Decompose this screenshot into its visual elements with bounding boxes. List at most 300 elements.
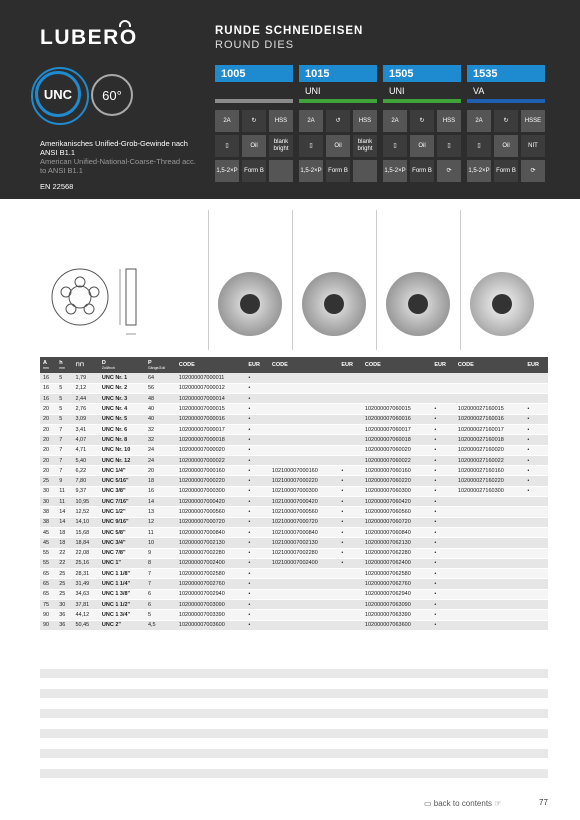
table-cell: 102000007062400 xyxy=(362,558,431,568)
table-cell: 102000007000220 xyxy=(176,476,245,486)
table-cell: UNC Nr. 2 xyxy=(99,383,145,393)
table-cell xyxy=(455,373,524,383)
table-cell xyxy=(455,394,524,404)
table-cell: 102000007060015 xyxy=(362,404,431,414)
table-cell: UNC 1/4" xyxy=(99,466,145,476)
table-cell: 24 xyxy=(145,455,176,465)
table-cell: 102100007002280 xyxy=(269,548,338,558)
table-cell xyxy=(455,497,524,507)
column-header: EUR xyxy=(245,357,269,373)
table-cell: • xyxy=(245,383,269,393)
table-cell: 75 xyxy=(40,600,56,610)
table-cell: • xyxy=(431,548,455,558)
table-cell: 102000027160300 xyxy=(455,486,524,496)
table-cell: • xyxy=(245,579,269,589)
table-row xyxy=(40,476,548,486)
table-cell: 102000007000012 xyxy=(176,383,245,393)
property-icon: HSS xyxy=(437,110,461,132)
table-cell xyxy=(269,445,338,455)
table-cell xyxy=(338,569,362,579)
table-cell: 90 xyxy=(40,610,56,620)
thread-angle-badge: 60° xyxy=(91,74,133,116)
table-cell xyxy=(338,414,362,424)
table-cell: UNC 1 3/4" xyxy=(99,610,145,620)
table-cell xyxy=(269,455,338,465)
table-header-row xyxy=(40,357,548,373)
table-cell: 7 xyxy=(145,569,176,579)
table-cell: 2,44 xyxy=(72,394,98,404)
table-cell xyxy=(524,610,548,620)
table-cell: 14 xyxy=(56,517,72,527)
pitch-icon: ⊓⊓ xyxy=(75,362,85,368)
table-cell xyxy=(338,600,362,610)
table-cell xyxy=(269,414,338,424)
table-cell: 1,79 xyxy=(72,373,98,383)
die-photo-1005 xyxy=(218,272,282,336)
table-cell: 102000027160016 xyxy=(455,414,524,424)
table-cell: 102000007002280 xyxy=(176,548,245,558)
table-cell: 102100007000160 xyxy=(269,466,338,476)
table-cell: UNC 9/16" xyxy=(99,517,145,527)
property-icon: Form B xyxy=(242,160,266,182)
table-cell: 37,81 xyxy=(72,600,98,610)
table-row xyxy=(40,383,548,393)
table-cell xyxy=(455,589,524,599)
table-cell xyxy=(524,548,548,558)
column-header: D Zoll/inch xyxy=(99,357,145,373)
table-cell: 90 xyxy=(40,620,56,630)
table-row xyxy=(40,404,548,414)
property-icon: Oil xyxy=(494,135,518,157)
table-cell: • xyxy=(431,589,455,599)
table-cell: • xyxy=(524,424,548,434)
table-cell: • xyxy=(524,455,548,465)
property-icon: HSSE xyxy=(521,110,545,132)
table-cell: 102000007060016 xyxy=(362,414,431,424)
table-row xyxy=(40,507,548,517)
table-cell xyxy=(455,558,524,568)
table-cell: 102000027160017 xyxy=(455,424,524,434)
table-cell: 18 xyxy=(56,527,72,537)
table-cell: UNC 1 1/8" xyxy=(99,569,145,579)
table-cell: UNC Nr. 10 xyxy=(99,445,145,455)
table-cell: • xyxy=(431,497,455,507)
property-icon: NIT xyxy=(521,135,545,157)
table-cell: 38 xyxy=(40,507,56,517)
table-cell xyxy=(455,538,524,548)
logo-arc-icon xyxy=(119,20,131,27)
table-cell xyxy=(269,569,338,579)
property-icon xyxy=(353,160,377,182)
table-cell: 6,22 xyxy=(72,466,98,476)
back-label: back to contents xyxy=(433,799,493,808)
table-cell: 20 xyxy=(40,404,56,414)
material-bar xyxy=(299,99,377,103)
table-cell: 102000027160160 xyxy=(455,466,524,476)
table-row xyxy=(40,589,548,599)
table-cell xyxy=(524,569,548,579)
table-cell: • xyxy=(431,600,455,610)
table-cell: 102000007002400 xyxy=(176,558,245,568)
table-cell: 25 xyxy=(56,579,72,589)
table-cell: 20 xyxy=(40,435,56,445)
product-column xyxy=(215,65,293,182)
column-header: CODE xyxy=(176,357,245,373)
dies-table xyxy=(40,357,548,631)
table-cell: • xyxy=(431,579,455,589)
property-icon xyxy=(269,160,293,182)
property-icon: ▯ xyxy=(299,135,323,157)
table-row xyxy=(40,538,548,548)
table-cell: UNC Nr. 3 xyxy=(99,394,145,404)
table-cell: • xyxy=(431,414,455,424)
back-to-contents-link[interactable] xyxy=(424,799,501,808)
table-cell: 12,52 xyxy=(72,507,98,517)
table-cell: 13 xyxy=(145,507,176,517)
table-cell: 6 xyxy=(145,600,176,610)
table-row xyxy=(40,620,548,630)
table-cell: 2,76 xyxy=(72,404,98,414)
table-cell: • xyxy=(245,558,269,568)
property-icon: ↻ xyxy=(494,110,518,132)
table-cell: 102000007000016 xyxy=(176,414,245,424)
table-cell xyxy=(338,404,362,414)
table-cell: • xyxy=(245,404,269,414)
table-cell xyxy=(431,373,455,383)
table-cell: 102000007000720 xyxy=(176,517,245,527)
property-icon: Form B xyxy=(410,160,434,182)
table-cell: 102000007060020 xyxy=(362,445,431,455)
table-cell: 11 xyxy=(56,486,72,496)
table-cell: 20 xyxy=(40,466,56,476)
table-cell: 102000007060560 xyxy=(362,507,431,517)
table-row xyxy=(40,394,548,404)
table-cell: 2,12 xyxy=(72,383,98,393)
table-cell: 102000007000020 xyxy=(176,445,245,455)
table-cell: 102100007000840 xyxy=(269,527,338,537)
page-number: 77 xyxy=(539,798,548,807)
product-column xyxy=(467,65,545,182)
table-cell: 102000027160022 xyxy=(455,455,524,465)
table-row xyxy=(40,579,548,589)
table-cell: 22,08 xyxy=(72,548,98,558)
property-icon: blank bright xyxy=(353,135,377,157)
product-material: VA xyxy=(473,86,485,96)
table-cell: 25 xyxy=(56,569,72,579)
table-cell xyxy=(362,373,431,383)
table-cell: • xyxy=(245,517,269,527)
table-row xyxy=(40,558,548,568)
table-cell: • xyxy=(431,507,455,517)
table-cell: 55 xyxy=(40,558,56,568)
table-cell: • xyxy=(245,455,269,465)
table-cell xyxy=(524,589,548,599)
table-cell: 102100007002130 xyxy=(269,538,338,548)
empty-row xyxy=(40,669,548,678)
header-band xyxy=(0,0,580,199)
table-cell: 16 xyxy=(40,383,56,393)
divider xyxy=(292,210,293,350)
table-cell xyxy=(455,579,524,589)
property-icon: 2A xyxy=(299,110,323,132)
table-cell: 102000007060022 xyxy=(362,455,431,465)
table-cell: 102000007000011 xyxy=(176,373,245,383)
table-cell: 102000027160018 xyxy=(455,435,524,445)
table-cell: 102000007060220 xyxy=(362,476,431,486)
table-cell: 102000007060017 xyxy=(362,424,431,434)
table-cell: 25 xyxy=(40,476,56,486)
property-icon: ▯ xyxy=(467,135,491,157)
table-cell xyxy=(455,600,524,610)
table-cell: UNC Nr. 5 xyxy=(99,414,145,424)
table-cell: 102000007002940 xyxy=(176,589,245,599)
table-cell xyxy=(269,579,338,589)
empty-row xyxy=(40,689,548,698)
table-cell: • xyxy=(245,497,269,507)
table-cell: • xyxy=(338,507,362,517)
table-cell: • xyxy=(338,538,362,548)
page-title-en: ROUND DIES xyxy=(215,39,295,51)
column-header: P Gänge/Zoll xyxy=(145,357,176,373)
table-row xyxy=(40,548,548,558)
table-cell xyxy=(524,383,548,393)
table-cell xyxy=(362,394,431,404)
table-row xyxy=(40,486,548,496)
property-icon: Oil xyxy=(326,135,350,157)
table-cell xyxy=(338,620,362,630)
table-cell xyxy=(455,569,524,579)
property-icon: 1,5-2×P xyxy=(383,160,407,182)
product-column xyxy=(383,65,461,182)
table-cell: 5 xyxy=(56,383,72,393)
table-cell: • xyxy=(431,435,455,445)
table-cell: 102000007062940 xyxy=(362,589,431,599)
table-cell: 36 xyxy=(56,610,72,620)
property-icons xyxy=(467,110,545,182)
product-material: UNI xyxy=(389,86,405,96)
table-cell: • xyxy=(245,600,269,610)
table-cell: 7 xyxy=(56,455,72,465)
table-cell xyxy=(455,610,524,620)
table-cell: 102000007060420 xyxy=(362,497,431,507)
table-cell: 102000007000022 xyxy=(176,455,245,465)
table-cell: 102100007000420 xyxy=(269,497,338,507)
table-cell: • xyxy=(431,620,455,630)
table-cell xyxy=(524,373,548,383)
table-cell: 102000007002760 xyxy=(176,579,245,589)
table-cell xyxy=(431,383,455,393)
table-cell: • xyxy=(245,569,269,579)
table-cell: • xyxy=(245,620,269,630)
table-cell xyxy=(269,620,338,630)
table-cell: • xyxy=(431,455,455,465)
property-icon: ▯ xyxy=(437,135,461,157)
table-cell: • xyxy=(338,517,362,527)
table-cell: • xyxy=(338,486,362,496)
table-cell: • xyxy=(338,466,362,476)
table-cell: 20 xyxy=(145,466,176,476)
property-icon: Form B xyxy=(494,160,518,182)
table-cell: UNC Nr. 12 xyxy=(99,455,145,465)
table-cell xyxy=(269,424,338,434)
thread-description xyxy=(40,139,200,175)
table-cell: 31,49 xyxy=(72,579,98,589)
table-cell: UNC 1 3/8" xyxy=(99,589,145,599)
table-cell: 30 xyxy=(40,497,56,507)
table-cell: • xyxy=(431,476,455,486)
table-row xyxy=(40,435,548,445)
table-row xyxy=(40,373,548,383)
table-cell: 102000007000300 xyxy=(176,486,245,496)
table-cell: 48 xyxy=(145,394,176,404)
property-icon: ⟳ xyxy=(521,160,545,182)
table-cell: 102000007060160 xyxy=(362,466,431,476)
table-row xyxy=(40,600,548,610)
table-cell: 102000027160220 xyxy=(455,476,524,486)
table-cell: 9 xyxy=(145,548,176,558)
table-cell: 102000007000840 xyxy=(176,527,245,537)
table-cell: 16 xyxy=(40,373,56,383)
table-cell xyxy=(338,455,362,465)
column-header: h mm xyxy=(56,357,72,373)
table-cell: • xyxy=(431,424,455,434)
table-cell: • xyxy=(245,445,269,455)
property-icon: 2A xyxy=(383,110,407,132)
table-cell: 5,40 xyxy=(72,455,98,465)
table-cell xyxy=(338,394,362,404)
table-cell: • xyxy=(245,373,269,383)
table-cell: 40 xyxy=(145,404,176,414)
table-cell xyxy=(455,527,524,537)
table-cell: 4,71 xyxy=(72,445,98,455)
table-cell: 22 xyxy=(56,548,72,558)
product-material xyxy=(215,82,293,97)
table-cell: 38 xyxy=(40,517,56,527)
table-cell: • xyxy=(338,527,362,537)
table-cell: • xyxy=(245,414,269,424)
table-cell: 64 xyxy=(145,373,176,383)
property-icon: 1,5-2×P xyxy=(299,160,323,182)
table-cell: 20 xyxy=(40,414,56,424)
table-cell: 102000007060840 xyxy=(362,527,431,537)
table-cell: 40 xyxy=(145,414,176,424)
table-cell: 8 xyxy=(145,558,176,568)
property-icon: ⟳ xyxy=(437,160,461,182)
empty-row xyxy=(40,729,548,738)
table-cell: • xyxy=(245,538,269,548)
table-cell xyxy=(269,600,338,610)
table-cell: 102000007000015 xyxy=(176,404,245,414)
product-number: 1535 xyxy=(467,65,545,82)
table-cell: 5 xyxy=(56,414,72,424)
table-cell xyxy=(362,383,431,393)
table-cell: • xyxy=(245,486,269,496)
table-cell: • xyxy=(431,558,455,568)
table-cell: • xyxy=(245,466,269,476)
table-cell: • xyxy=(431,569,455,579)
table-cell: 102100007000560 xyxy=(269,507,338,517)
table-cell: 102000027160020 xyxy=(455,445,524,455)
table-cell: 14,10 xyxy=(72,517,98,527)
column-header: CODE xyxy=(362,357,431,373)
table-cell: 16 xyxy=(40,394,56,404)
empty-row xyxy=(40,749,548,758)
column-header: EUR xyxy=(338,357,362,373)
table-cell: 102000007060720 xyxy=(362,517,431,527)
table-cell: 7 xyxy=(145,579,176,589)
property-icons xyxy=(215,110,293,182)
table-cell xyxy=(269,383,338,393)
table-cell: 45 xyxy=(40,527,56,537)
property-icon: HSS xyxy=(353,110,377,132)
property-icon: Oil xyxy=(410,135,434,157)
table-cell: • xyxy=(431,445,455,455)
table-cell: 10,95 xyxy=(72,497,98,507)
table-cell: 102000007062580 xyxy=(362,569,431,579)
table-cell: 102000007000018 xyxy=(176,435,245,445)
property-icon: 1,5-2×P xyxy=(467,160,491,182)
table-cell xyxy=(338,435,362,445)
table-cell: 25 xyxy=(56,589,72,599)
property-icon: ↻ xyxy=(242,110,266,132)
property-icon: blank bright xyxy=(269,135,293,157)
property-icon: ↺ xyxy=(326,110,350,132)
table-cell xyxy=(269,373,338,383)
table-cell: • xyxy=(431,610,455,620)
table-cell xyxy=(524,558,548,568)
table-cell: 30 xyxy=(56,600,72,610)
table-cell: 4,5 xyxy=(145,620,176,630)
table-cell: • xyxy=(245,589,269,599)
column-header: EUR xyxy=(524,357,548,373)
table-cell: • xyxy=(524,445,548,455)
table-cell xyxy=(524,600,548,610)
table-cell: UNC 1" xyxy=(99,558,145,568)
table-cell: • xyxy=(245,610,269,620)
table-cell: UNC 7/16" xyxy=(99,497,145,507)
table-cell: 65 xyxy=(40,569,56,579)
product-number: 1005 xyxy=(215,65,293,82)
table-cell xyxy=(524,394,548,404)
table-cell: 4,07 xyxy=(72,435,98,445)
divider xyxy=(208,210,209,350)
page-title-de: RUNDE SCHNEIDEISEN xyxy=(215,25,364,37)
table-cell: 7 xyxy=(56,435,72,445)
table-cell: 102000007063090 xyxy=(362,600,431,610)
table-cell: 20 xyxy=(40,424,56,434)
table-cell: 102000007062280 xyxy=(362,548,431,558)
table-cell: UNC Nr. 6 xyxy=(99,424,145,434)
table-row xyxy=(40,466,548,476)
table-cell: 32 xyxy=(145,435,176,445)
table-cell: 102000007000160 xyxy=(176,466,245,476)
table-cell: 55 xyxy=(40,548,56,558)
table-row xyxy=(40,527,548,537)
table-cell: 18,84 xyxy=(72,538,98,548)
table-cell xyxy=(455,620,524,630)
table-cell: 65 xyxy=(40,579,56,589)
table-cell: 15,68 xyxy=(72,527,98,537)
material-bar xyxy=(215,99,293,103)
table-cell: • xyxy=(524,404,548,414)
property-icons xyxy=(299,110,377,182)
table-cell: UNC 7/8" xyxy=(99,548,145,558)
die-photo-1505 xyxy=(386,272,450,336)
column-header xyxy=(72,357,98,373)
table-cell: 102000007003090 xyxy=(176,600,245,610)
table-cell: • xyxy=(431,466,455,476)
property-icon: ▯ xyxy=(215,135,239,157)
